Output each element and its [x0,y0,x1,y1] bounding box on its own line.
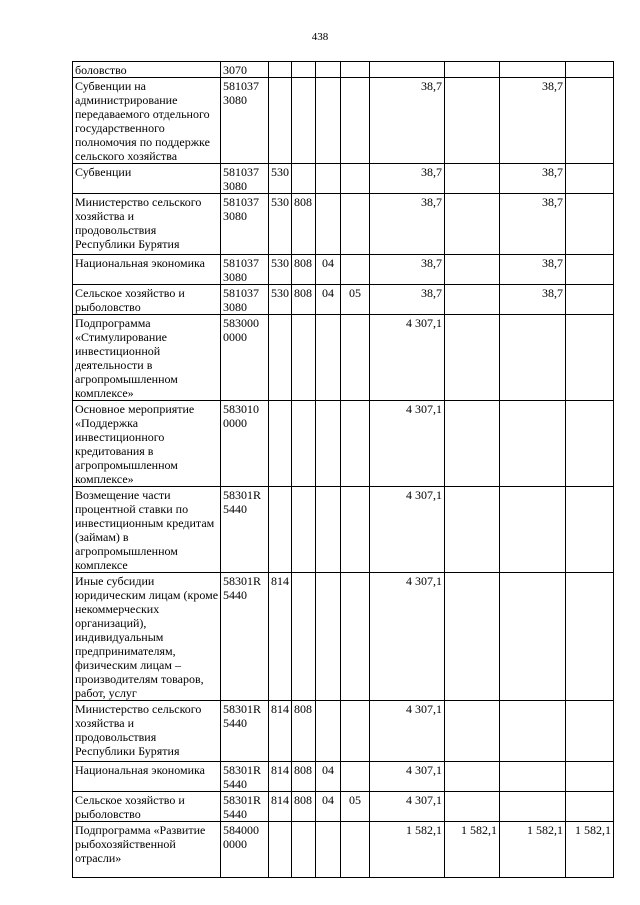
subsection-code-cell [341,822,370,878]
section-code-cell [316,194,341,255]
subsection-code-cell [341,401,370,487]
target-article-code-part: 58301R [223,574,262,588]
target-article-code-cell [221,285,269,315]
target-article-code-cell [221,762,269,792]
section-code-cell [316,822,341,878]
target-article-code-part: 584000 [223,823,259,837]
target-article-code-part: 3080 [223,300,247,314]
amount-cell-3 [500,792,566,822]
section-code-cell [316,573,341,701]
amount-cell-1: 4 307,1 [370,315,445,401]
amount-cell-4 [566,762,614,792]
target-article-code-part: 58301R [223,793,262,807]
administrator-code-cell [292,487,316,573]
table-row [73,285,614,315]
amount-cell-1: 38,7 [370,255,445,285]
amount-cell-3 [500,487,566,573]
amount-cell-2 [445,315,500,401]
target-article-code-cell [221,401,269,487]
table-row [73,822,614,878]
table-row [73,78,614,164]
amount-cell-1: 4 307,1 [370,792,445,822]
target-article-code-cell [221,701,269,762]
section-code-cell: 04 [316,792,341,822]
amount-cell-4 [566,401,614,487]
section-code-cell: 04 [316,255,341,285]
expense-type-cell: 530 [269,255,292,285]
expense-type-cell [269,487,292,573]
administrator-code-cell [292,573,316,701]
amount-cell-4 [566,701,614,762]
target-article-code-part: 0000 [223,330,247,344]
target-article-code-part: 58301R [223,488,262,502]
expense-type-cell: 530 [269,194,292,255]
table-row [73,401,614,487]
target-article-code-cell [221,255,269,285]
target-article-code-part: 5440 [223,502,247,516]
subsection-code-cell [341,164,370,194]
target-article-code-part: 3070 [223,63,247,77]
target-article-code-cell [221,573,269,701]
item-name-cell: Субвенции [73,164,221,194]
amount-cell-2 [445,285,500,315]
target-article-code-part: 0000 [223,837,247,851]
amount-cell-3: 1 582,1 [500,822,566,878]
administrator-code-cell: 808 [292,701,316,762]
target-article-code-cell [221,78,269,164]
item-name-cell: боловство [73,62,221,78]
subsection-code-cell [341,78,370,164]
table-row [73,164,614,194]
section-code-cell [316,315,341,401]
amount-cell-2 [445,762,500,792]
target-article-code-part: 581037 [223,195,259,209]
amount-cell-3 [500,62,566,78]
expense-type-cell [269,62,292,78]
subsection-code-cell [341,315,370,401]
amount-cell-4 [566,573,614,701]
administrator-code-cell: 808 [292,255,316,285]
amount-cell-3 [500,762,566,792]
administrator-code-cell: 808 [292,194,316,255]
amount-cell-4 [566,62,614,78]
table-row [73,762,614,792]
section-code-cell [316,78,341,164]
target-article-code-part: 3080 [223,270,247,284]
target-article-code-part: 583010 [223,402,259,416]
section-code-cell [316,164,341,194]
expense-type-cell: 814 [269,573,292,701]
amount-cell-4 [566,315,614,401]
amount-cell-2: 1 582,1 [445,822,500,878]
target-article-code-part: 3080 [223,209,247,223]
target-article-code-part: 581037 [223,286,259,300]
subsection-code-cell [341,194,370,255]
target-article-code-cell [221,315,269,401]
amount-cell-4 [566,255,614,285]
amount-cell-3 [500,315,566,401]
amount-cell-4 [566,78,614,164]
administrator-code-cell [292,164,316,194]
amount-cell-2 [445,194,500,255]
section-code-cell: 04 [316,762,341,792]
administrator-code-cell: 808 [292,792,316,822]
amount-cell-1: 38,7 [370,164,445,194]
subsection-code-cell [341,255,370,285]
amount-cell-2 [445,255,500,285]
expense-type-cell: 814 [269,762,292,792]
item-name-cell: Сельское хозяйство и рыболовство [73,285,221,315]
subsection-code-cell [341,762,370,792]
section-code-cell [316,401,341,487]
amount-cell-2 [445,164,500,194]
target-article-code-part: 3080 [223,93,247,107]
amount-cell-2 [445,573,500,701]
subsection-code-cell: 05 [341,285,370,315]
administrator-code-cell [292,401,316,487]
table-row [73,255,614,285]
expense-type-cell: 530 [269,164,292,194]
amount-cell-1: 38,7 [370,78,445,164]
table-row [73,792,614,822]
item-name-cell: Национальная экономика [73,255,221,285]
administrator-code-cell: 808 [292,285,316,315]
target-article-code-part: 581037 [223,79,259,93]
amount-cell-3: 38,7 [500,78,566,164]
amount-cell-3: 38,7 [500,255,566,285]
target-article-code-part: 58301R [223,763,262,777]
administrator-code-cell: 808 [292,762,316,792]
item-name-cell: Национальная экономика [73,762,221,792]
amount-cell-3: 38,7 [500,285,566,315]
amount-cell-4 [566,792,614,822]
target-article-code-part: 583000 [223,316,259,330]
amount-cell-1: 1 582,1 [370,822,445,878]
expense-type-cell [269,315,292,401]
table-row [73,62,614,78]
amount-cell-1: 4 307,1 [370,762,445,792]
amount-cell-1 [370,62,445,78]
amount-cell-1: 4 307,1 [370,487,445,573]
administrator-code-cell [292,315,316,401]
section-code-cell: 04 [316,285,341,315]
amount-cell-3 [500,401,566,487]
administrator-code-cell [292,822,316,878]
expense-type-cell [269,78,292,164]
amount-cell-1: 38,7 [370,194,445,255]
expense-type-cell: 814 [269,792,292,822]
amount-cell-2 [445,62,500,78]
item-name-cell: Министерство сельского хозяйства и продовольствия Республики Бурятия [73,701,221,762]
target-article-code-part: 5440 [223,777,247,791]
amount-cell-4 [566,487,614,573]
target-article-code-part: 58301R [223,702,262,716]
amount-cell-1: 4 307,1 [370,573,445,701]
item-name-cell: Иные субсидии юридическим лицам (кроме некоммерческих организаций), индивидуальным предпринимателям, физическим лицам – производителям товаров, работ, услуг [73,573,221,701]
item-name-cell: Подпрограмма «Стимулирование инвестиционной деятельности в агропромышленном комплексе» [73,315,221,401]
target-article-code-cell [221,822,269,878]
item-name-cell: Подпрограмма «Развитие рыбохозяйственной отрасли» [73,822,221,878]
item-name-cell: Министерство сельского хозяйства и продовольствия Республики Бурятия [73,194,221,255]
target-article-code-cell [221,194,269,255]
amount-cell-2 [445,78,500,164]
table-row [73,701,614,762]
table-row [73,573,614,701]
subsection-code-cell [341,62,370,78]
amount-cell-2 [445,792,500,822]
section-code-cell [316,487,341,573]
target-article-code-cell [221,62,269,78]
expense-type-cell [269,822,292,878]
amount-cell-2 [445,487,500,573]
target-article-code-cell [221,792,269,822]
amount-cell-2 [445,701,500,762]
amount-cell-4 [566,164,614,194]
amount-cell-1: 38,7 [370,285,445,315]
subsection-code-cell [341,701,370,762]
expense-type-cell [269,401,292,487]
item-name-cell: Сельское хозяйство и рыболовство [73,792,221,822]
subsection-code-cell: 05 [341,792,370,822]
subsection-code-cell [341,573,370,701]
amount-cell-1: 4 307,1 [370,401,445,487]
target-article-code-part: 5440 [223,807,247,821]
section-code-cell [316,62,341,78]
table-row [73,487,614,573]
page-number: 438 [311,31,329,43]
item-name-cell: Возмещение части процентной ставки по инвестиционным кредитам (займам) в агропромышленном комплексе [73,487,221,573]
subsection-code-cell [341,487,370,573]
budget-table [72,61,614,878]
expense-type-cell: 814 [269,701,292,762]
table-row [73,315,614,401]
section-code-cell [316,701,341,762]
administrator-code-cell [292,62,316,78]
item-name-cell: Субвенции на администрирование передаваемого отдельного государственного полномочия по поддержке сельского хозяйства [73,78,221,164]
amount-cell-2 [445,401,500,487]
expense-type-cell: 530 [269,285,292,315]
target-article-code-cell [221,164,269,194]
amount-cell-3: 38,7 [500,194,566,255]
target-article-code-part: 581037 [223,256,259,270]
amount-cell-4: 1 582,1 [566,822,614,878]
table-row [73,194,614,255]
target-article-code-part: 0000 [223,416,247,430]
amount-cell-3 [500,573,566,701]
item-name-cell: Основное мероприятие «Поддержка инвестиционного кредитования в агропромышленном комплексе» [73,401,221,487]
amount-cell-3 [500,701,566,762]
amount-cell-4 [566,285,614,315]
amount-cell-4 [566,194,614,255]
target-article-code-part: 5440 [223,716,247,730]
target-article-code-part: 581037 [223,165,259,179]
target-article-code-part: 5440 [223,588,247,602]
target-article-code-part: 3080 [223,179,247,193]
administrator-code-cell [292,78,316,164]
amount-cell-1: 4 307,1 [370,701,445,762]
target-article-code-cell [221,487,269,573]
amount-cell-3: 38,7 [500,164,566,194]
